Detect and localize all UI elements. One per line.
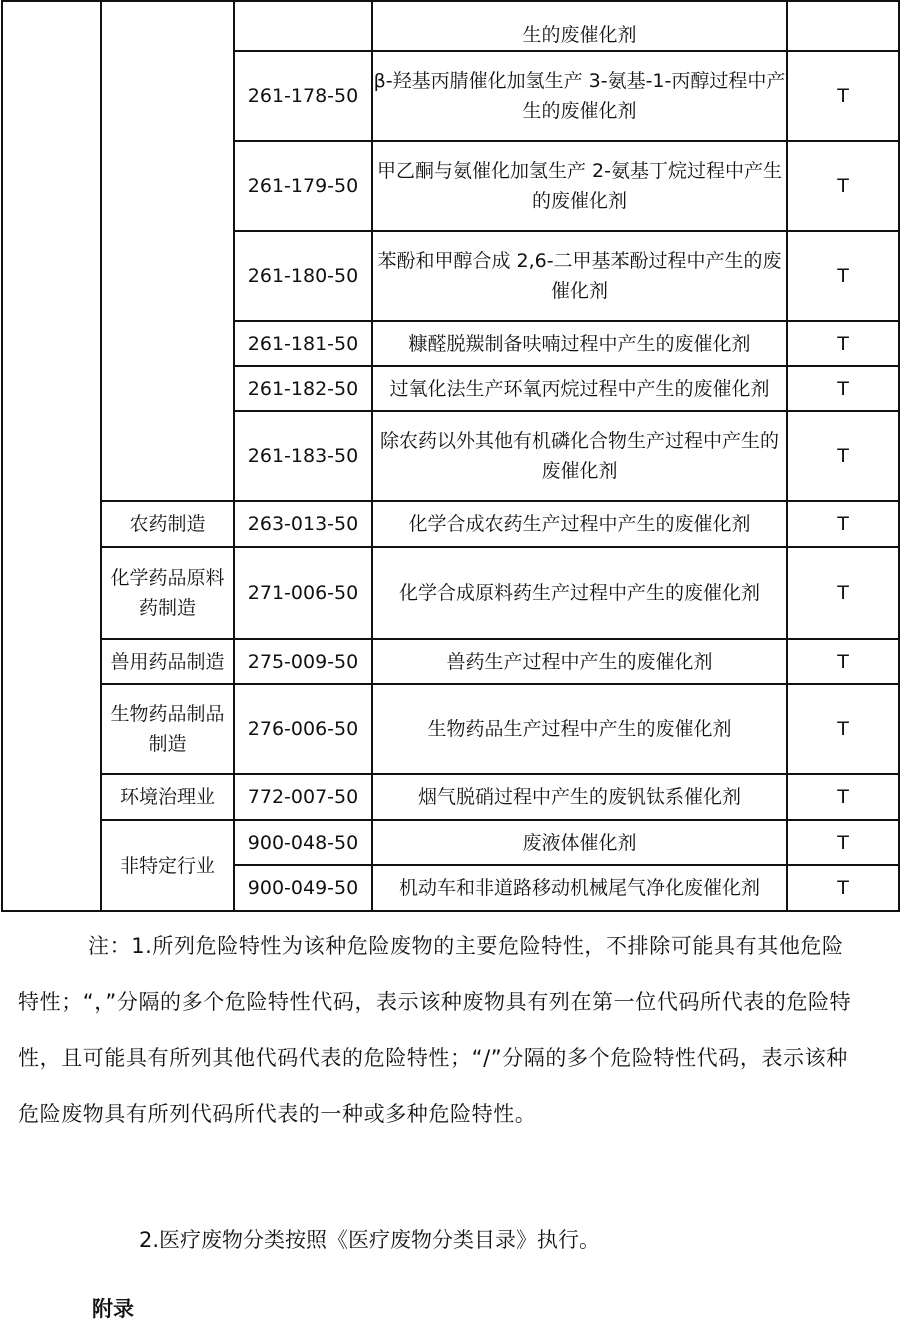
waste-code: 261-183-50 bbox=[234, 411, 372, 501]
waste-description: 机动车和非道路移动机械尾气净化废催化剂 bbox=[372, 865, 787, 911]
waste-description: 除农药以外其他有机磷化合物生产过程中产生的废催化剂 bbox=[372, 411, 787, 501]
industry-name: 环境治理业 bbox=[101, 774, 234, 820]
waste-description: 生的废催化剂 bbox=[372, 1, 787, 51]
waste-code: 900-049-50 bbox=[234, 865, 372, 911]
hazard-characteristic: T bbox=[787, 411, 899, 501]
hazard-characteristic: T bbox=[787, 501, 899, 547]
waste-description: 苯酚和甲醇合成 2,6-二甲基苯酚过程中产生的废催化剂 bbox=[372, 231, 787, 321]
waste-code: 271-006-50 bbox=[234, 547, 372, 639]
hazard-characteristic: T bbox=[787, 231, 899, 321]
waste-code: 261-178-50 bbox=[234, 51, 372, 141]
waste-description: 糠醛脱羰制备呋喃过程中产生的废催化剂 bbox=[372, 321, 787, 366]
table-row bbox=[2, 1, 899, 51]
waste-description: 化学合成农药生产过程中产生的废催化剂 bbox=[372, 501, 787, 547]
hazard-characteristic: T bbox=[787, 366, 899, 411]
industry-name: 化学药品原料药制造 bbox=[101, 547, 234, 639]
table-row bbox=[2, 820, 899, 865]
industry-cell bbox=[101, 1, 234, 501]
hazard-characteristic: T bbox=[787, 321, 899, 366]
waste-description: 烟气脱硝过程中产生的废钒钛系催化剂 bbox=[372, 774, 787, 820]
hazard-characteristic: T bbox=[787, 684, 899, 774]
industry-name: 农药制造 bbox=[101, 501, 234, 547]
waste-code: 261-179-50 bbox=[234, 141, 372, 231]
waste-code: 772-007-50 bbox=[234, 774, 372, 820]
table-row bbox=[2, 501, 899, 547]
waste-code: 276-006-50 bbox=[234, 684, 372, 774]
note-1: 注：1.所列危险特性为该种危险废物的主要危险特性，不排除可能具有其他危险特性；“，”分隔的多个危险特性代码，表示该种废物具有列在第一位代码所代表的危险特性，且可能具有所列其他代码代表的危险特性；“/”分隔的多个危险特性代码，表示该种危险废物具有所列代码所代表的一种或多种危险特性。 bbox=[18, 934, 852, 1126]
waste-code: 261-182-50 bbox=[234, 366, 372, 411]
hazard-characteristic: T bbox=[787, 141, 899, 231]
waste-description: 生物药品生产过程中产生的废催化剂 bbox=[372, 684, 787, 774]
industry-name: 兽用药品制造 bbox=[101, 639, 234, 684]
hazardous-waste-table bbox=[1, 0, 900, 912]
waste-code: 900-048-50 bbox=[234, 820, 372, 865]
waste-code: 261-181-50 bbox=[234, 321, 372, 366]
hazard-characteristic: T bbox=[787, 51, 899, 141]
table-row bbox=[2, 684, 899, 774]
hazard-characteristic: T bbox=[787, 547, 899, 639]
table-row bbox=[2, 547, 899, 639]
hazard-characteristic: T bbox=[787, 639, 899, 684]
appendix-heading: 附录 bbox=[92, 1297, 134, 1321]
waste-description: 甲乙酮与氨催化加氢生产 2-氨基丁烷过程中产生的废催化剂 bbox=[372, 141, 787, 231]
category-cell bbox=[2, 1, 101, 911]
note-2: 2.医疗废物分类按照《医疗废物分类目录》执行。 bbox=[139, 1228, 601, 1252]
table-row bbox=[2, 639, 899, 684]
industry-name: 生物药品制品制造 bbox=[101, 684, 234, 774]
hazard-characteristic: T bbox=[787, 820, 899, 865]
hazard-characteristic bbox=[787, 1, 899, 51]
waste-description: 化学合成原料药生产过程中产生的废催化剂 bbox=[372, 547, 787, 639]
waste-code: 261-180-50 bbox=[234, 231, 372, 321]
waste-description: 废液体催化剂 bbox=[372, 820, 787, 865]
waste-code: 275-009-50 bbox=[234, 639, 372, 684]
industry-name: 非特定行业 bbox=[101, 820, 234, 911]
hazard-characteristic: T bbox=[787, 865, 899, 911]
waste-code: 263-013-50 bbox=[234, 501, 372, 547]
waste-description: 过氧化法生产环氧丙烷过程中产生的废催化剂 bbox=[372, 366, 787, 411]
hazard-characteristic: T bbox=[787, 774, 899, 820]
waste-code-cell bbox=[234, 1, 372, 51]
waste-description: β-羟基丙腈催化加氢生产 3-氨基-1-丙醇过程中产生的废催化剂 bbox=[372, 51, 787, 141]
table-row bbox=[2, 774, 899, 820]
table-notes bbox=[0, 912, 900, 1142]
waste-description: 兽药生产过程中产生的废催化剂 bbox=[372, 639, 787, 684]
